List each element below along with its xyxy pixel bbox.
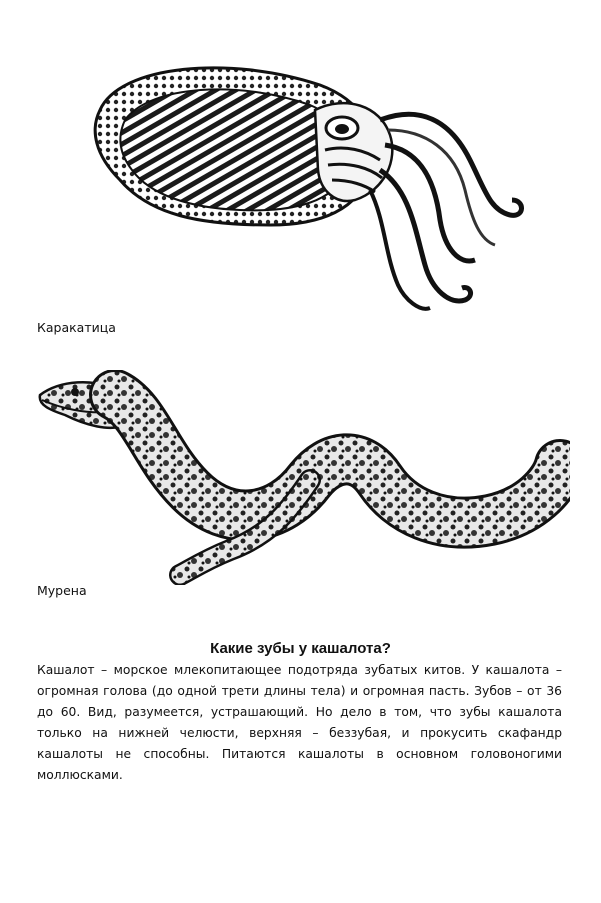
moray-eel-illustration (30, 370, 570, 585)
article-title: Какие зубы у кашалота? (210, 640, 391, 657)
cuttlefish-caption: Каракатица (37, 320, 116, 335)
article-body: Кашалот – морское млекопитающее подотряда зубатых китов. У кашалота – огромная голова (до одной трети длины тела) и огромная пасть. Зубов – от 36 до 60. Вид, разумеется, устрашающий. Но дело в том, что зубы кашалота только на нижней челюсти, верхняя – беззубая, и прокусить скафандр кашалоты не способны. Питаются кашалоты в основном головоногими моллюсками. (37, 663, 562, 782)
cuttlefish-illustration (80, 50, 530, 325)
moray-caption: Мурена (37, 583, 87, 598)
